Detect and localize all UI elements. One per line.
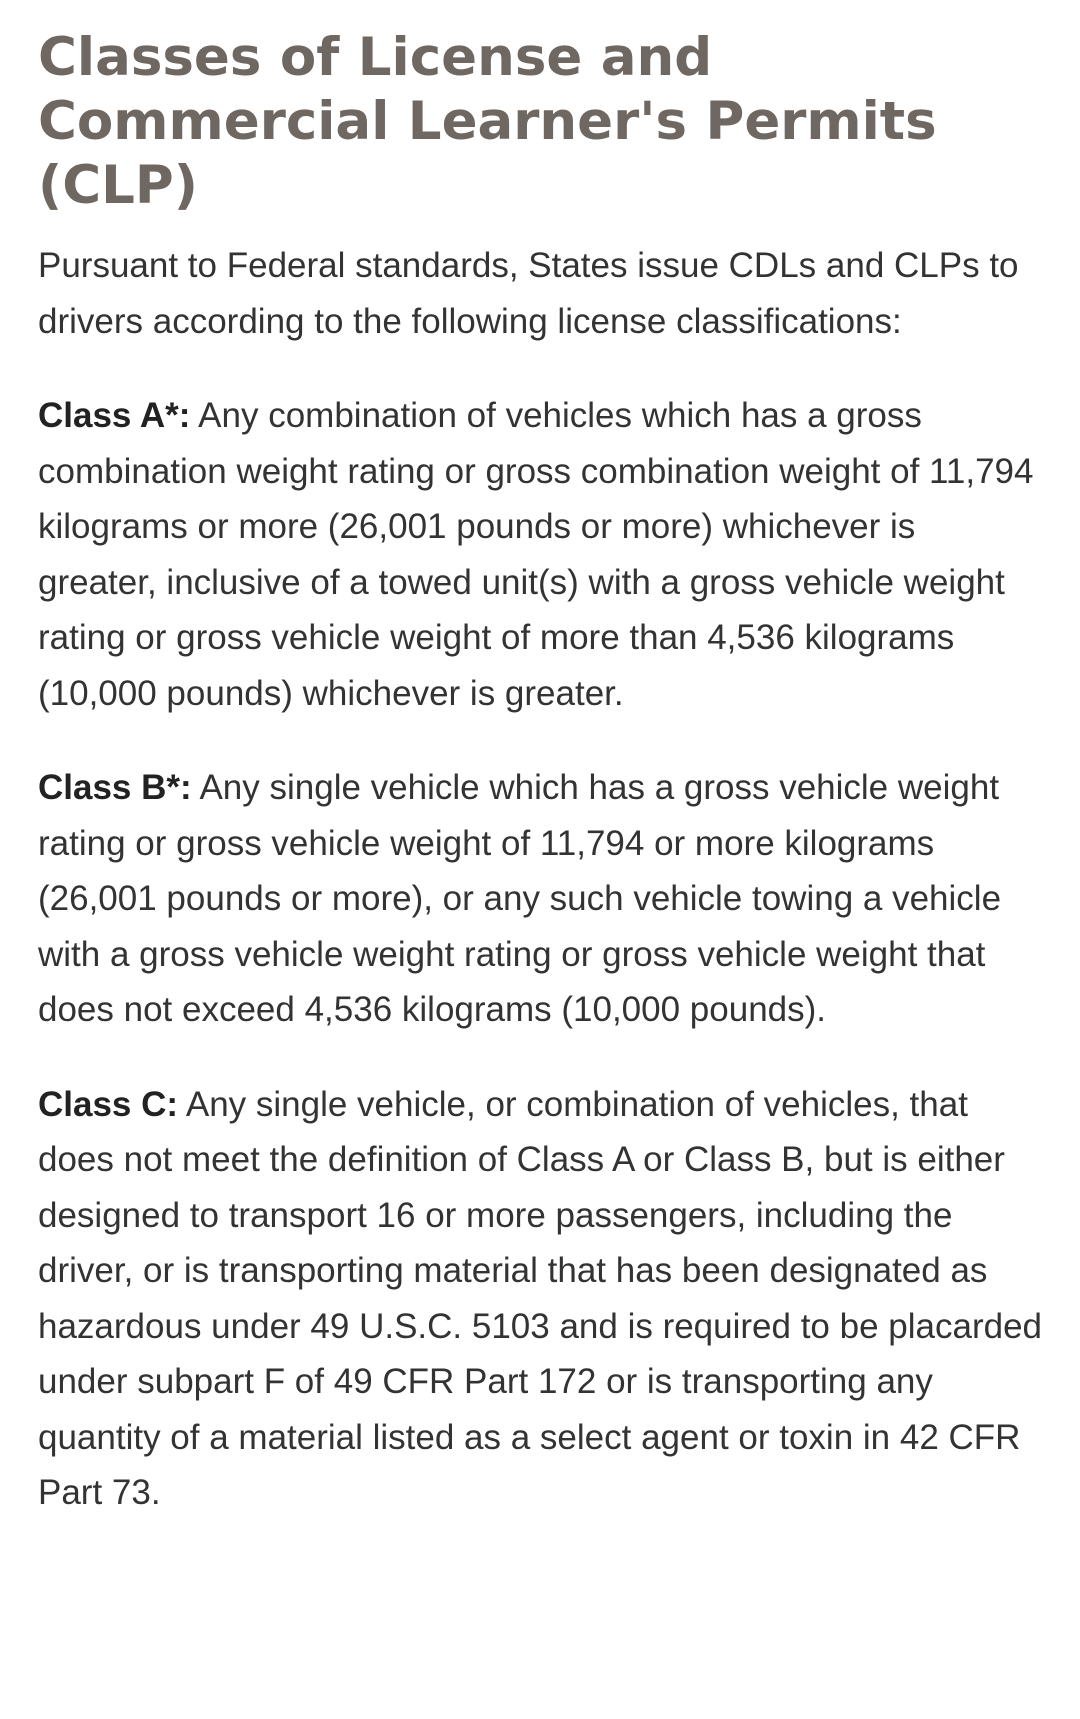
class-a-description: Any combination of vehicles which has a gross combination weight rating or gross combination weight of 11,794 kilograms or more (26,001 pounds or more) whichever is greater, inclusive of a towed unit(s) with a gross vehicle weight rating or gross vehicle weight of more than 4,536 kilograms (10,000 pounds) whichever is greater. (38, 396, 1034, 713)
class-a-term: Class A*: (38, 396, 191, 435)
class-c-term: Class C: (38, 1084, 179, 1124)
class-b-description: Any single vehicle which has a gross vehicle weight rating or gross vehicle weight of 11,794 or more kilograms (26,001 pounds or more), or any such vehicle towing a vehicle with a gross vehicle weight rating or gross vehicle weight that does not exceed 4,536 kilograms (10,000 pounds). (38, 768, 1002, 1029)
intro-paragraph: Pursuant to Federal standards, States issue CDLs and CLPs to drivers according to the following license classifications: (38, 246, 1019, 341)
class-a-paragraph (38, 388, 1042, 721)
class-c-description: Any single vehicle, or combination of vehicles, that does not meet the definition of Class A or Class B, but is either designed to transport 16 or more passengers, including the driver, or is transporting material that has been designated as hazardous under 49 U.S.C. 5103 and is required to be placarded under subpart F of 49 CFR Part 172 or is transporting any quantity of a material listed as a select agent or toxin in 42 CFR Part 73. (38, 1084, 1042, 1512)
page-title: Classes of License and Commercial Learner's Permits (CLP) (38, 27, 937, 216)
class-b-paragraph (38, 760, 1042, 1038)
class-b-term: Class B*: (38, 768, 192, 807)
class-c-paragraph (38, 1077, 1042, 1521)
